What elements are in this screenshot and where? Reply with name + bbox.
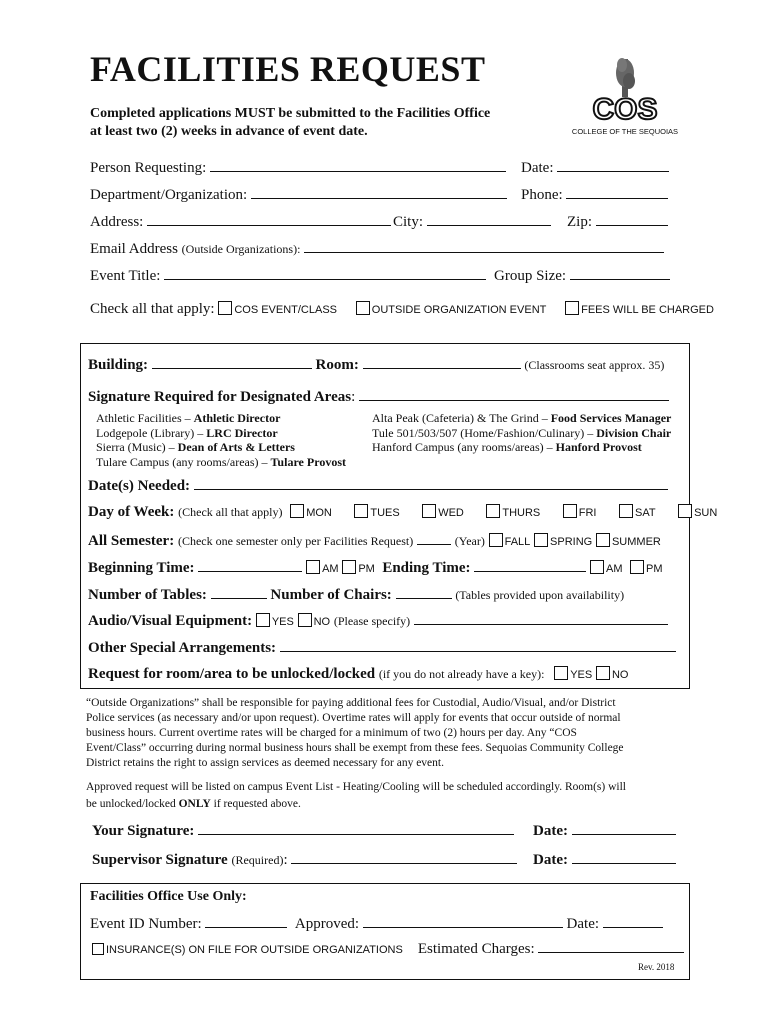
- department-input[interactable]: [251, 197, 507, 199]
- fees-checkbox[interactable]: [565, 301, 579, 315]
- group-size-row: Group Size:: [494, 268, 670, 285]
- sat-checkbox[interactable]: [619, 504, 633, 518]
- address-input[interactable]: [147, 224, 391, 226]
- wed-checkbox[interactable]: [422, 504, 436, 518]
- begin-am-checkbox[interactable]: [306, 560, 320, 574]
- person-requesting-row: Person Requesting:: [90, 160, 506, 177]
- estimated-charges-input[interactable]: [538, 951, 684, 953]
- date-row: Date:: [521, 160, 669, 177]
- day-of-week-row: Day of Week: (Check all that apply) MON TUES WED THURS FRI SAT SUN: [88, 504, 718, 520]
- supervisor-signature-row: Supervisor Signature (Required):: [92, 852, 517, 869]
- date-input[interactable]: [557, 170, 669, 172]
- sequoia-tree-icon: [616, 58, 635, 97]
- areas-left-list: Athletic Facilities – Athletic Director Lodgepole (Library) – LRC Director Sierra (Music) – Dean of Arts & Letters Tulare Campus (any rooms/areas) – Tulare Provost: [96, 411, 346, 469]
- event-title-row: Event Title:: [90, 268, 486, 285]
- city-input[interactable]: [427, 224, 551, 226]
- office-row-2: INSURANCE(S) ON FILE FOR OUTSIDE ORGANIZATIONS Estimated Charges:: [92, 941, 684, 958]
- building-row: Building: Room: (Classrooms seat approx. 35): [88, 357, 665, 373]
- subtitle-line-2: at least two (2) weeks in advance of event date.: [90, 124, 368, 139]
- phone-input[interactable]: [566, 197, 668, 199]
- your-signature-date-input[interactable]: [572, 833, 676, 835]
- logo-text: COS: [592, 93, 658, 126]
- av-no-checkbox[interactable]: [298, 613, 312, 627]
- semester-year-input[interactable]: [417, 543, 451, 545]
- fri-checkbox[interactable]: [563, 504, 577, 518]
- designated-signature-input[interactable]: [359, 399, 669, 401]
- policy-paragraph-1: “Outside Organizations” shall be responsible for paying additional fees for Custodial, Audio/Visual, and/or District Police services (as necessary and/or upon request). Overtime rates will apply for events that occur outside of normal business hours. Current overtime rates will be charged for a minimum of two (2) hours per day. Any “COS Event/Class” occurring during normal business hours shall be exempt from these fees. Sequoias Community College District retains the right to assign services as deemed necessary for any event.: [86, 697, 624, 769]
- unlock-row: Request for room/area to be unlocked/locked (if you do not already have a key): YES NO: [88, 666, 629, 682]
- summer-checkbox[interactable]: [596, 533, 610, 547]
- all-semester-row: All Semester: (Check one semester only per Facilities Request) (Year) FALL SPRING SUMMER: [88, 533, 661, 549]
- tables-chairs-row: Number of Tables: Number of Chairs: (Tables provided upon availability): [88, 587, 625, 603]
- office-use-title: Facilities Office Use Only:: [90, 889, 247, 904]
- city-row: City:: [393, 214, 551, 231]
- address-row: Address:: [90, 214, 391, 231]
- tables-input[interactable]: [211, 597, 267, 599]
- begin-pm-checkbox[interactable]: [342, 560, 356, 574]
- outside-org-checkbox[interactable]: [356, 301, 370, 315]
- your-signature-row: Your Signature:: [92, 823, 514, 840]
- tues-checkbox[interactable]: [354, 504, 368, 518]
- page-title: FACILITIES REQUEST: [90, 49, 486, 89]
- room-input[interactable]: [363, 367, 521, 369]
- spring-checkbox[interactable]: [534, 533, 548, 547]
- ending-time-input[interactable]: [474, 570, 586, 572]
- insurance-checkbox[interactable]: [92, 943, 104, 955]
- event-title-input[interactable]: [164, 278, 486, 280]
- av-row: Audio/Visual Equipment: YES NO (Please specify): [88, 613, 668, 630]
- supervisor-date-input[interactable]: [572, 862, 676, 864]
- chairs-input[interactable]: [396, 597, 452, 599]
- av-yes-checkbox[interactable]: [256, 613, 270, 627]
- cos-event-checkbox[interactable]: [218, 301, 232, 315]
- dates-needed-row: Date(s) Needed:: [88, 478, 668, 495]
- event-id-input[interactable]: [205, 926, 287, 928]
- email-input[interactable]: [304, 251, 664, 253]
- approved-input[interactable]: [363, 926, 563, 928]
- end-am-checkbox[interactable]: [590, 560, 604, 574]
- beginning-time-input[interactable]: [198, 570, 302, 572]
- office-date-input[interactable]: [603, 926, 663, 928]
- revision-label: Rev. 2018: [638, 962, 675, 972]
- mon-checkbox[interactable]: [290, 504, 304, 518]
- your-signature-input[interactable]: [198, 833, 514, 835]
- signature-required-row: Signature Required for Designated Areas:: [88, 389, 669, 406]
- end-pm-checkbox[interactable]: [630, 560, 644, 574]
- subtitle-line-1: Completed applications MUST be submitted to the Facilities Office: [90, 106, 491, 121]
- email-row: Email Address (Outside Organizations):: [90, 241, 664, 258]
- person-input[interactable]: [210, 170, 506, 172]
- group-size-input[interactable]: [570, 278, 670, 280]
- unlock-no-checkbox[interactable]: [596, 666, 610, 680]
- zip-row: Zip:: [567, 214, 668, 231]
- areas-right-list: Alta Peak (Cafeteria) & The Grind – Food Services Manager Tule 501/503/507 (Home/Fashion/Culinary) – Division Chair Hanford Campus (any rooms/areas) – Hanford Provost: [372, 411, 672, 454]
- special-arrangements-row: Other Special Arrangements:: [88, 640, 676, 657]
- dates-needed-input[interactable]: [194, 488, 668, 490]
- zip-input[interactable]: [596, 224, 668, 226]
- special-arrangements-input[interactable]: [280, 650, 676, 652]
- department-row: Department/Organization:: [90, 187, 507, 204]
- time-row: Beginning Time: AM PM Ending Time: AM PM: [88, 560, 663, 576]
- logo-subtext: COLLEGE OF THE SEQUOIAS: [571, 127, 679, 136]
- fall-checkbox[interactable]: [489, 533, 503, 547]
- office-row-1: Event ID Number: Approved: Date:: [90, 916, 663, 933]
- thurs-checkbox[interactable]: [486, 504, 500, 518]
- your-signature-date-row: Date:: [533, 823, 676, 840]
- supervisor-signature-input[interactable]: [291, 862, 517, 864]
- building-input[interactable]: [152, 367, 312, 369]
- check-all-row: Check all that apply: COS EVENT/CLASS OUTSIDE ORGANIZATION EVENT FEES WILL BE CHARGED: [90, 301, 714, 317]
- av-specify-input[interactable]: [414, 623, 668, 625]
- supervisor-date-row: Date:: [533, 852, 676, 869]
- policy-paragraph-2: Approved request will be listed on campus Event List - Heating/Cooling will be scheduled accordingly. Room(s) will be unlocked/locked ONLY if requested above.: [86, 781, 626, 810]
- unlock-yes-checkbox[interactable]: [554, 666, 568, 680]
- sun-checkbox[interactable]: [678, 504, 692, 518]
- phone-row: Phone:: [521, 187, 668, 204]
- cos-logo: [560, 55, 690, 140]
